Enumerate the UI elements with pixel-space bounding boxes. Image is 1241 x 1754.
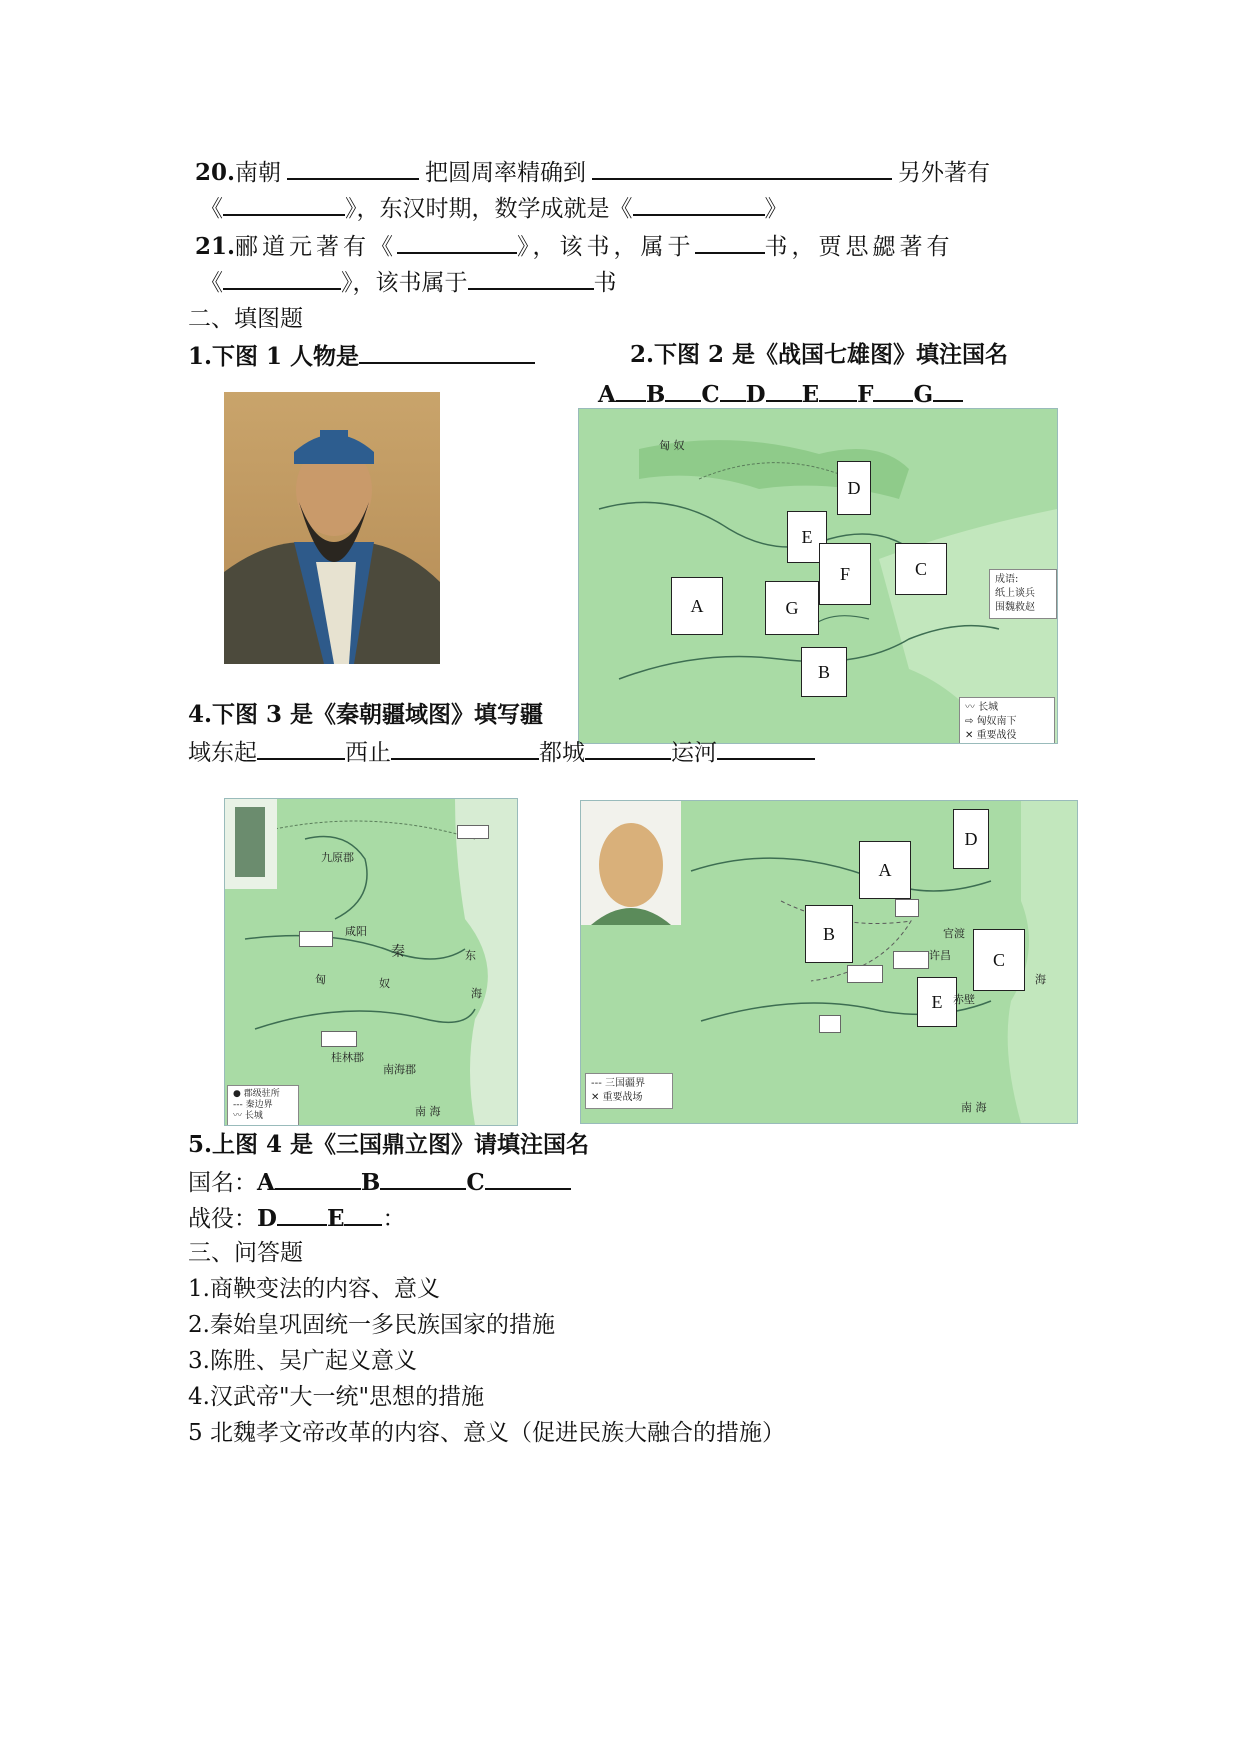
- q5-countries-label: 国名：: [188, 1170, 257, 1196]
- map4-place-guandu: 官渡: [943, 927, 965, 940]
- qa-item-1: 1.商鞅变法的内容、意义: [188, 1276, 440, 1302]
- map2-label-g[interactable]: G: [765, 581, 819, 635]
- fig1-blank[interactable]: [359, 340, 535, 364]
- map3-legend-seat: ● 郡级驻所: [233, 1089, 280, 1099]
- map2-legend: [959, 697, 1055, 744]
- q21-blank-1[interactable]: [397, 230, 517, 254]
- map3-place-dong: 东: [465, 949, 476, 962]
- q21-blank-2[interactable]: [695, 230, 765, 254]
- q20-close-quote: 》: [764, 196, 788, 222]
- map4-legend-border: --- 三国疆界: [591, 1078, 646, 1089]
- fig1-portrait: [224, 392, 440, 664]
- map3-place-qin: 秦: [391, 944, 405, 960]
- fig2-blank-f[interactable]: [873, 378, 913, 402]
- q21-number: 21.: [195, 233, 236, 260]
- fig2-blank-a[interactable]: [616, 378, 646, 402]
- map3-blank-capital[interactable]: [299, 931, 333, 947]
- q5-battle-d-label: D: [257, 1205, 277, 1232]
- map2-label-e[interactable]: E: [787, 511, 827, 563]
- map3-legend: [227, 1085, 299, 1126]
- fig3-text-d: 运河: [671, 740, 717, 766]
- fig1-question: [188, 340, 535, 372]
- q5-battles-row: [188, 1202, 405, 1234]
- q20-line2: [200, 192, 788, 224]
- q21-text-c: 书，贾思勰著有: [764, 234, 954, 260]
- map4-label-b[interactable]: B: [805, 905, 853, 963]
- q5-countries-row: [188, 1166, 571, 1198]
- q21-text-b: 》，该书，属于: [517, 234, 695, 260]
- q20-open-quote: 《: [200, 196, 223, 222]
- fig2-blanks-row: [598, 378, 963, 410]
- map2-legend-battle: ✕ 重要战役: [965, 730, 1017, 741]
- map2-label-f[interactable]: F: [819, 543, 871, 605]
- section3-title: 三、问答题: [188, 1240, 303, 1266]
- map3-blank-east[interactable]: [457, 825, 489, 839]
- map3-place-xiong: 匈: [315, 973, 326, 986]
- fig2-question: 2.下图 2 是《战国七雄图》填注国名: [630, 341, 1009, 368]
- map3-legend-border: --- 秦边界: [233, 1100, 273, 1110]
- map3-qin-territory: [224, 798, 518, 1126]
- map2-warring-states: [578, 408, 1058, 744]
- fig2-blank-b[interactable]: [665, 378, 701, 402]
- map3-place-hai: 海: [471, 987, 482, 1000]
- q5-title: 5.上图 4 是《三国鼎立图》请填注国名: [188, 1131, 590, 1158]
- fig3-question-line1: 4.下图 3 是《秦朝疆域图》填写疆: [188, 701, 544, 728]
- fig3-question-line2: [188, 736, 815, 768]
- fig3-blank-canal[interactable]: [717, 736, 815, 760]
- map4-place-hai: 海: [1035, 973, 1046, 986]
- q5-battle-d-blank[interactable]: [277, 1202, 327, 1226]
- map2-legend-wall: 〰 长城: [965, 702, 999, 713]
- q21-line2: [200, 266, 617, 298]
- map3-place-nanhai: 南 海: [415, 1105, 441, 1118]
- section2-title: 二、填图题: [188, 306, 303, 332]
- q21-text-e: 书: [593, 270, 617, 296]
- map2-label-d[interactable]: D: [837, 461, 871, 515]
- q21-blank-3[interactable]: [223, 266, 341, 290]
- map3-place-xianyang: 咸阳: [345, 925, 367, 938]
- map4-three-kingdoms: [580, 800, 1078, 1124]
- qa-item-2: 2.秦始皇巩固统一多民族国家的措施: [188, 1312, 555, 1338]
- fig3-blank-east[interactable]: [257, 736, 345, 760]
- map2-label-a[interactable]: A: [671, 577, 723, 635]
- map4-blank-2[interactable]: [893, 951, 929, 969]
- map2-idiom-2: 围魏救赵: [995, 602, 1035, 613]
- q21-text-d: 》，该书属于: [341, 270, 468, 296]
- q5-country-a-blank[interactable]: [275, 1166, 361, 1190]
- map3-place-jiuyuan: 九原郡: [321, 851, 354, 864]
- q21-blank-4[interactable]: [468, 266, 594, 290]
- q20-text-a: 南朝: [235, 160, 282, 186]
- map4-label-a[interactable]: A: [859, 841, 911, 899]
- q5-battles-label: 战役：: [188, 1206, 257, 1232]
- q20-blank-2[interactable]: [592, 156, 892, 180]
- q5-country-c-label: C: [466, 1169, 485, 1196]
- confucius-portrait-icon: [224, 392, 440, 664]
- fig2-blank-c-label: C: [701, 381, 720, 408]
- fig3-text-b: 西止: [345, 740, 391, 766]
- map3-place-nanhai-jun: 南海郡: [383, 1063, 416, 1076]
- qa-item-5: 5 北魏孝文帝改革的内容、意义（促进民族大融合的措施）: [188, 1420, 785, 1446]
- fig3-blank-capital[interactable]: [585, 736, 671, 760]
- q5-country-b-blank[interactable]: [380, 1166, 466, 1190]
- fig3-text-c: 都城: [539, 740, 585, 766]
- q5-battle-e-label: E: [326, 1205, 345, 1232]
- q20-text-b: 把圆周率精确到: [425, 160, 587, 186]
- map4-label-d[interactable]: D: [953, 809, 989, 869]
- map2-top-text: 匈 奴: [659, 439, 685, 452]
- q5-country-a-label: A: [257, 1169, 275, 1196]
- map2-idiom-title: 成语:: [995, 574, 1019, 585]
- map3-place-nu: 奴: [379, 977, 390, 990]
- fig2-blank-b-label: B: [645, 381, 666, 408]
- fig2-blank-d[interactable]: [766, 378, 802, 402]
- q5-battles-end: ：: [382, 1206, 406, 1232]
- q20-blank-3[interactable]: [223, 192, 345, 216]
- fig1-question-text: 1.下图 1 人物是: [188, 343, 360, 370]
- q20-text-d: 》，东汉时期，数学成就是《: [345, 196, 633, 222]
- map2-label-c[interactable]: C: [895, 543, 947, 595]
- q21-line1: [195, 230, 954, 262]
- fig2-blank-c[interactable]: [720, 378, 746, 402]
- q5-country-c-blank[interactable]: [485, 1166, 571, 1190]
- map3-legend-wall: 〰 长城: [233, 1111, 263, 1121]
- q20-blank-1[interactable]: [287, 156, 419, 180]
- fig2-blank-a-label: A: [598, 381, 616, 408]
- q20-number: 20.: [195, 159, 236, 186]
- fig2-blank-e[interactable]: [819, 378, 857, 402]
- fig2-blank-d-label: D: [745, 381, 766, 408]
- map4-legend: [585, 1073, 673, 1109]
- q20-line1: [195, 156, 990, 188]
- map3-blank-canal[interactable]: [321, 1031, 357, 1047]
- map2-legend-xiongnu: ⇨ 匈奴南下: [965, 716, 1017, 727]
- q21-text-a: 郦道元著有《: [235, 234, 398, 260]
- fig2-blank-e-label: E: [801, 381, 820, 408]
- map4-blank-3[interactable]: [847, 965, 883, 983]
- fig3-blank-west[interactable]: [391, 736, 539, 760]
- fig2-blank-g[interactable]: [933, 378, 963, 402]
- qa-item-3: 3.陈胜、吴广起义意义: [188, 1348, 417, 1374]
- q5-country-b-label: B: [360, 1169, 381, 1196]
- map4-label-e[interactable]: E: [917, 977, 957, 1027]
- q21-open-quote: 《: [200, 270, 223, 296]
- map4-blank-1[interactable]: [895, 899, 919, 917]
- map4-place-nanhai: 南 海: [961, 1101, 987, 1114]
- map2-idiom-1: 纸上谈兵: [995, 588, 1035, 599]
- fig2-blank-f-label: F: [857, 381, 874, 408]
- fig2-blank-g-label: G: [913, 381, 934, 408]
- map4-place-xuchang: 许昌: [929, 949, 951, 962]
- fig3-text-a: 域东起: [188, 740, 257, 766]
- map4-blank-4[interactable]: [819, 1015, 841, 1033]
- q5-battle-e-blank[interactable]: [344, 1202, 382, 1226]
- map4-place-chibi: 赤壁: [953, 993, 975, 1006]
- map2-label-b[interactable]: B: [801, 647, 847, 697]
- map3-place-guilin: 桂林郡: [331, 1051, 364, 1064]
- q20-text-c: 另外著有: [898, 160, 991, 186]
- q20-blank-4[interactable]: [633, 192, 765, 216]
- map4-legend-battlefield: ✕ 重要战场: [591, 1092, 643, 1103]
- qa-item-4: 4.汉武帝"大一统"思想的措施: [188, 1384, 485, 1410]
- map2-idiom-box: [989, 569, 1057, 619]
- map4-label-c[interactable]: C: [973, 929, 1025, 991]
